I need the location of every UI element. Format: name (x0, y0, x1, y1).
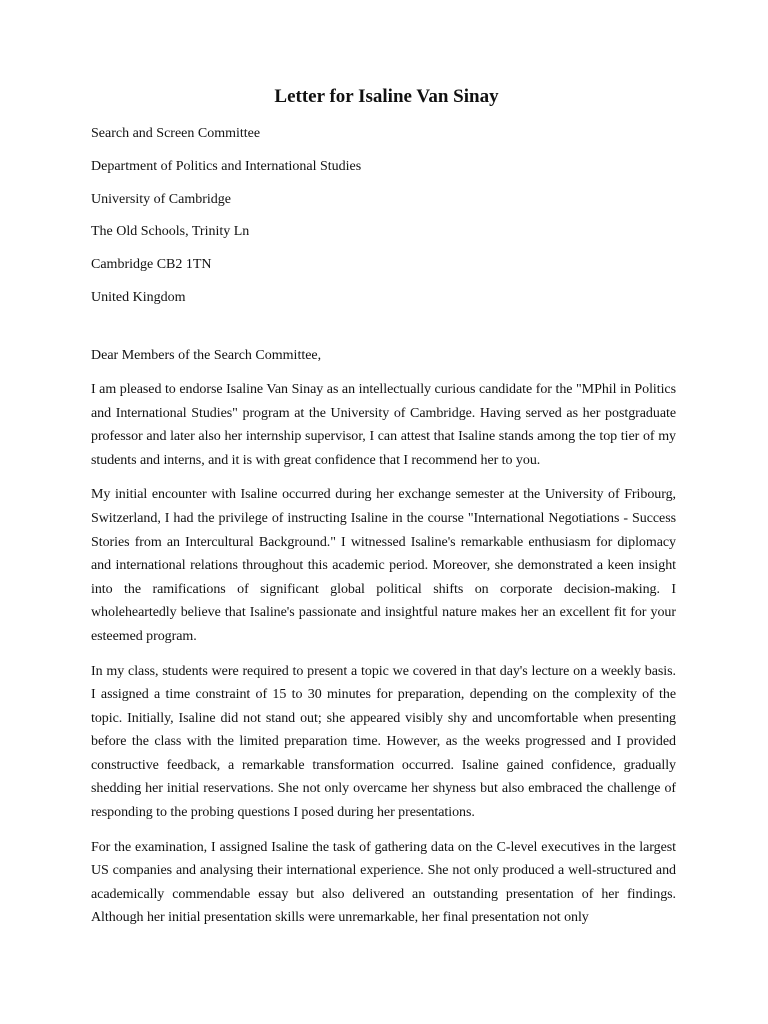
body-paragraph-examination: For the examination, I assigned Isaline the task of gathering data on the C-level executives in the largest US companies and analysing their international experience. She not only produced a well-structured and academically commendable essay but also delivered an outstanding presentation of her findings. Although her initial presentation skills were unremarkable, her final presentation not only (91, 839, 676, 926)
letter-title: Letter for Isaline Van Sinay (274, 86, 499, 107)
body-paragraph-first-encounter: My initial encounter with Isaline occurred during her exchange semester at the University of Fribourg, Switzerland, I had the privilege of instructing Isaline in the course "International Negotiations - Success Stories from an Intercultural Background." I witnessed Isaline's remarkable enthusiasm for diplomacy and international relations throughout this academic period. Moreover, she demonstrated a keen insight into the ramifications of significant global political shifts on corporate decision-making. I wholeheartedly believe that Isaline's passionate and insightful nature makes her an excellent fit for your esteemed program. (91, 487, 676, 644)
body-paragraph-endorsement: I am pleased to endorse Isaline Van Sinay as an intellectually curious candidate for the "MPhil in Politics and International Studies" program at the University of Cambridge. Having served as her postgraduate professor and later also her internship supervisor, I can attest that Isaline stands among the top tier of my students and interns, and it is with great confidence that I recommend her to you. (91, 381, 676, 468)
address-line-street: The Old Schools, Trinity Ln (91, 224, 250, 240)
address-line-university: University of Cambridge (91, 191, 231, 207)
recipient-address (91, 126, 676, 306)
address-line-city-postcode: Cambridge CB2 1TN (91, 257, 212, 273)
body-paragraph-class-presentations: In my class, students were required to present a topic we covered in that day's lecture on a weekly basis. I assigned a time constraint of 15 to 30 minutes for preparation, depending on the complexity of the topic. Initially, Isaline did not stand out; she appeared visibly shy and uncomfortable when presenting before the class with the limited preparation time. However, as the weeks progressed and I provided constructive feedback, a remarkable transformation occurred. Isaline gained confidence, gradually shedding her initial reservations. She not only overcame her shyness but also embraced the challenge of responding to the probing questions I posed during her presentations. (91, 663, 676, 821)
address-line-country: United Kingdom (91, 289, 186, 305)
address-line-department: Department of Politics and International Studies (91, 158, 362, 174)
address-line-committee: Search and Screen Committee (91, 126, 261, 141)
salutation: Dear Members of the Search Committee, (91, 347, 322, 363)
